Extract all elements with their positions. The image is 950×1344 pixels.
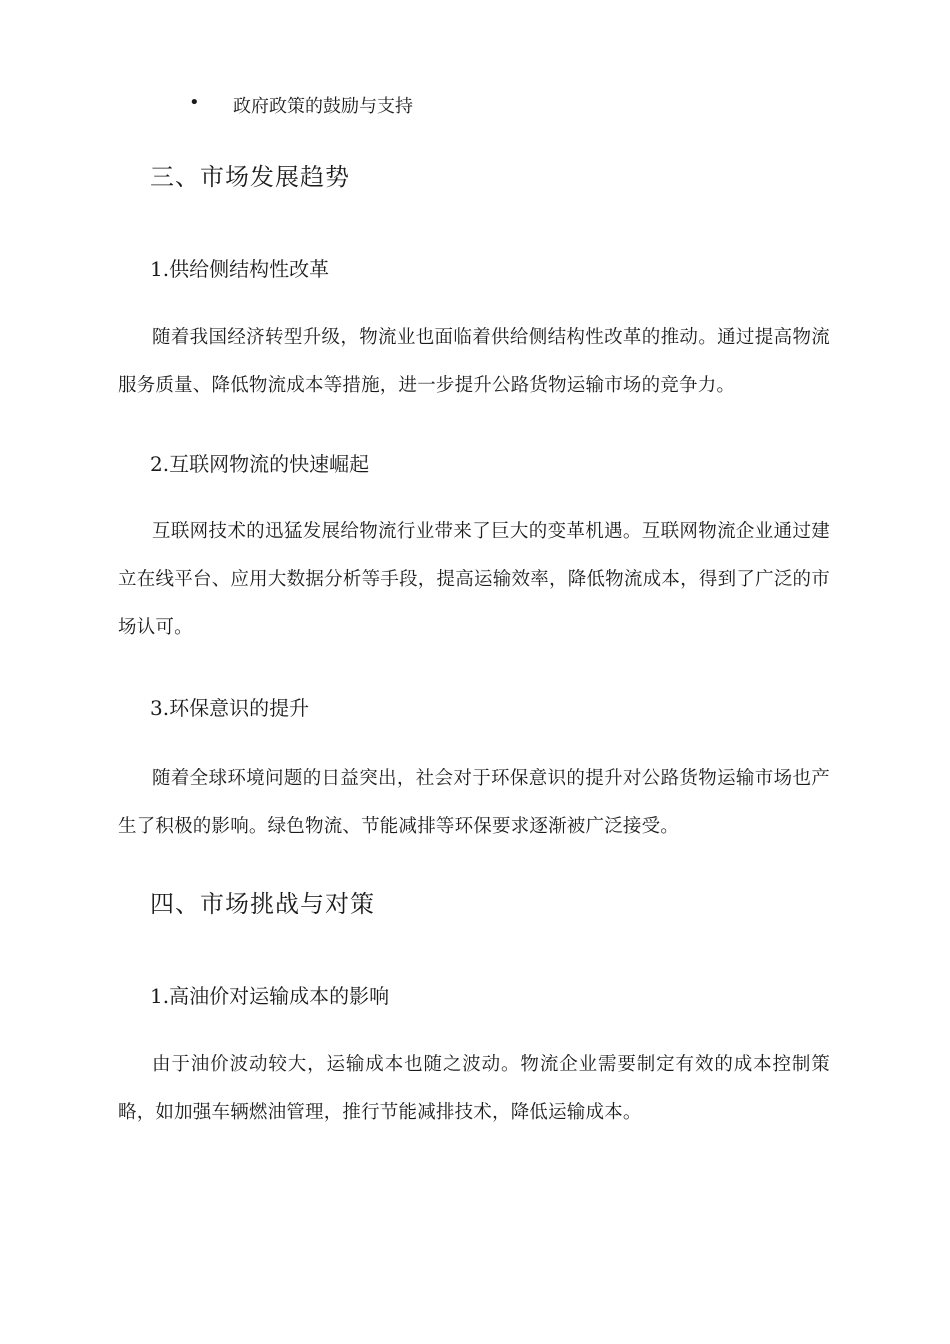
subheading-oil-price-impact: 1.高油价对运输成本的影响 xyxy=(150,984,390,1008)
subheading-environmental-awareness: 3.环保意识的提升 xyxy=(150,696,310,720)
paragraph-oil-price-impact: 由于油价波动较大，运输成本也随之波动。物流企业需要制定有效的成本控制策略，如加强车辆燃油管理，推行节能减排技术，降低运输成本。 xyxy=(118,1054,830,1123)
paragraph-environmental-awareness: 随着全球环境问题的日益突出，社会对于环保意识的提升对公路货物运输市场也产生了积极的影响。绿色物流、节能减排等环保要求逐渐被广泛接受。 xyxy=(118,768,830,837)
bullet-item-text: 政府政策的鼓励与支持 xyxy=(233,96,413,117)
section-heading-trends: 三、市场发展趋势 xyxy=(150,163,350,191)
bullet-marker: • xyxy=(189,92,200,113)
section-heading-challenges: 四、市场挑战与对策 xyxy=(150,890,375,918)
subheading-supply-side-reform: 1.供给侧结构性改革 xyxy=(150,257,330,281)
subheading-internet-logistics: 2.互联网物流的快速崛起 xyxy=(150,452,370,476)
paragraph-internet-logistics: 互联网技术的迅猛发展给物流行业带来了巨大的变革机遇。互联网物流企业通过建立在线平台、应用大数据分析等手段，提高运输效率，降低物流成本，得到了广泛的市场认可。 xyxy=(118,521,830,638)
paragraph-supply-side-reform: 随着我国经济转型升级，物流业也面临着供给侧结构性改革的推动。通过提高物流服务质量、降低物流成本等措施，进一步提升公路货物运输市场的竞争力。 xyxy=(118,327,830,396)
